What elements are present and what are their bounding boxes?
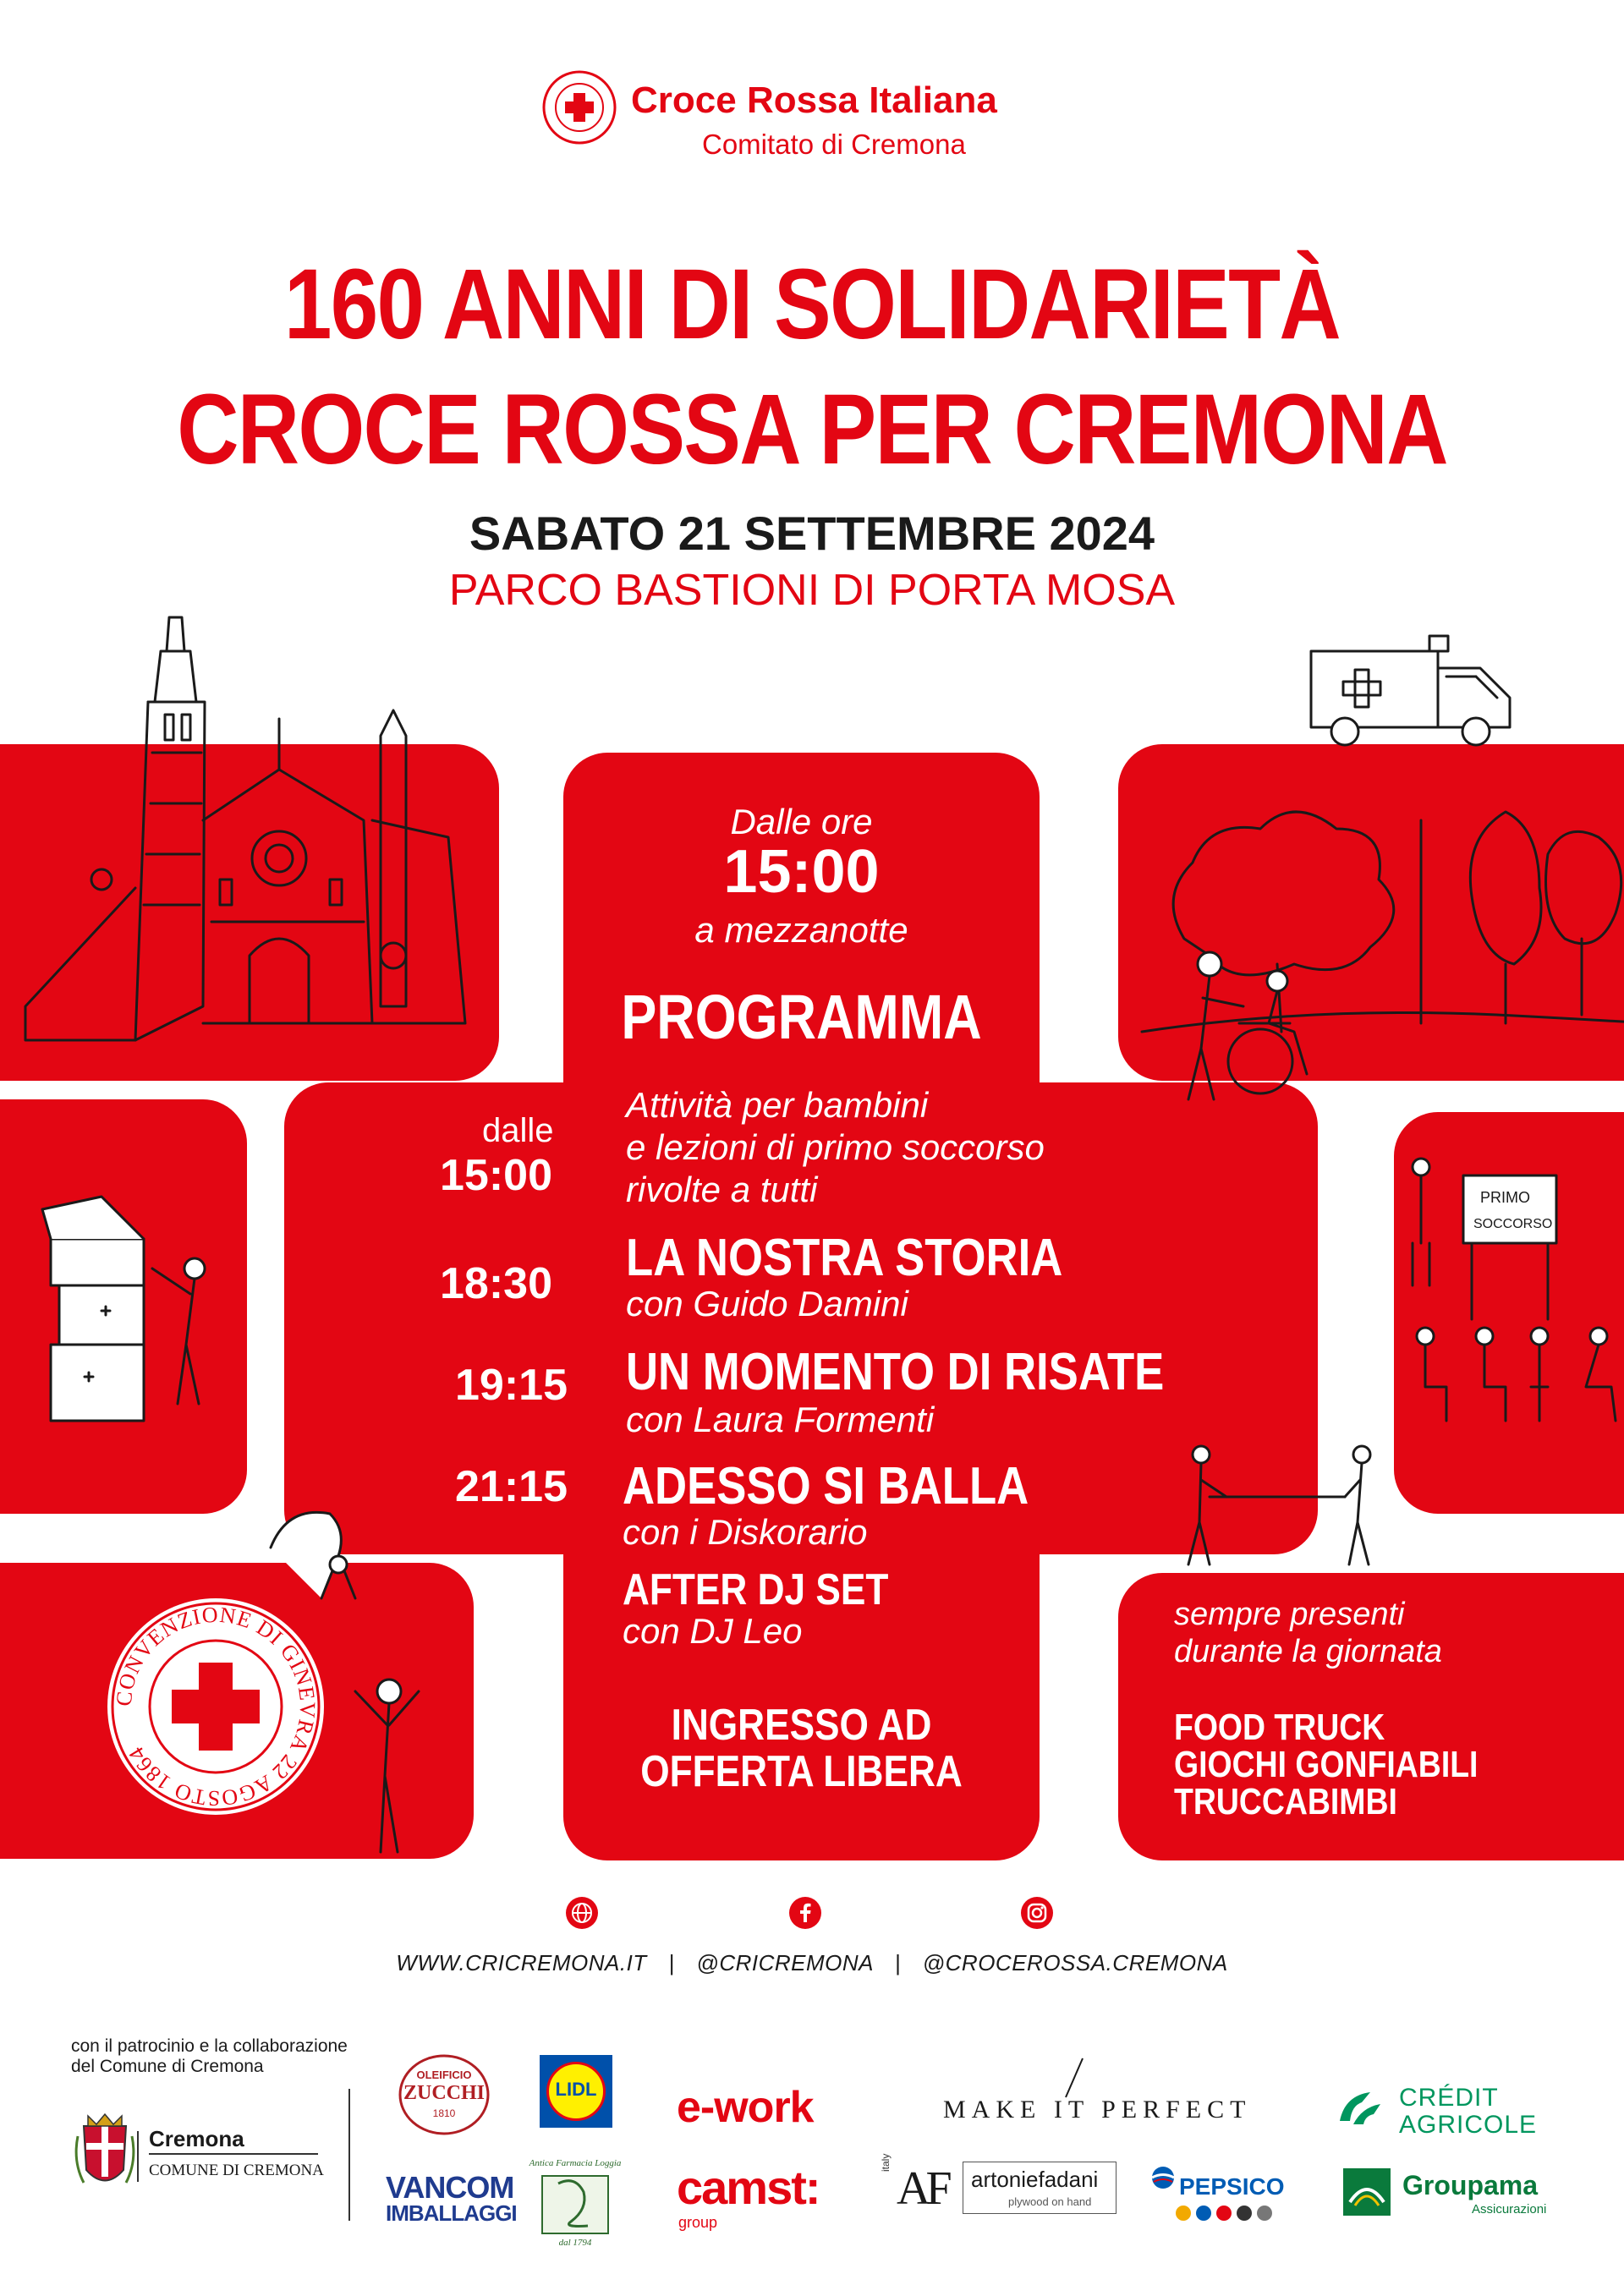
loggia-year: dal 1794 bbox=[558, 2238, 592, 2248]
program-item-4-title: AFTER DJ SET bbox=[623, 1565, 889, 1614]
park-sketch-icon bbox=[1142, 770, 1624, 1125]
groupama-icon bbox=[1343, 2168, 1391, 2216]
ework-logo: e-work bbox=[677, 2083, 814, 2132]
loggia-monogram-icon bbox=[541, 2175, 609, 2234]
event-place: PARCO BASTIONI DI PORTA MOSA bbox=[448, 566, 1176, 615]
feature-2: TRUCCABIMBI bbox=[1174, 1781, 1397, 1822]
main-title-line1: 160 ANNI DI SOLIDARIETÀ bbox=[284, 249, 1340, 360]
camst-logo: camst: bbox=[677, 2161, 820, 2214]
patronage-line1: con il patrocinio e la collaborazione bbox=[71, 2036, 348, 2056]
city-name-underline bbox=[149, 2153, 318, 2155]
instagram-link[interactable]: @CROCEROSSA.CREMONA bbox=[922, 1950, 1228, 1975]
boxes-sketch-icon bbox=[34, 1192, 237, 1429]
ambulance-sketch-icon bbox=[1303, 626, 1522, 753]
program-item-3-time: 21:15 bbox=[455, 1462, 568, 1511]
facebook-icon[interactable] bbox=[788, 1896, 822, 1930]
cri-emblem-icon bbox=[541, 69, 617, 145]
program-item-2-sub: con Laura Formenti bbox=[626, 1400, 935, 1439]
always-line1: sempre presenti bbox=[1174, 1597, 1405, 1632]
arto-mark: AF bbox=[897, 2162, 947, 2215]
city-name: Cremona bbox=[149, 2126, 244, 2151]
hours-from-label: Dalle ore bbox=[730, 802, 873, 841]
separator-1: | bbox=[668, 1950, 675, 1975]
entry-line1: INGRESSO AD bbox=[671, 1701, 932, 1750]
org-name: Croce Rossa Italiana bbox=[631, 79, 997, 121]
loggia-name: Antica Farmacia Loggia bbox=[529, 2158, 622, 2168]
pepsico-brands-row bbox=[1176, 2204, 1294, 2222]
arto-name: artoniefadani bbox=[971, 2167, 1099, 2192]
zucchi-logo bbox=[398, 2053, 491, 2136]
footer-divider bbox=[348, 2089, 350, 2221]
social-links bbox=[0, 1950, 1624, 1976]
cremona-coat-of-arms-icon bbox=[71, 2111, 139, 2195]
pepsico-logo: PEPSICO bbox=[1179, 2173, 1285, 2200]
program-item-1-time: 18:30 bbox=[440, 1259, 552, 1308]
always-line2: durante la giornata bbox=[1174, 1634, 1442, 1669]
emblem-ring-text: CONVENZIONE DI GINEVRA 22 AGOSTO 1864 bbox=[111, 1602, 321, 1811]
patronage-line2: del Comune di Cremona bbox=[71, 2057, 264, 2076]
instagram-icon[interactable] bbox=[1020, 1896, 1054, 1930]
program-item-0-line1: Attività per bambini bbox=[626, 1085, 929, 1125]
main-title-line2: CROCE ROSSA PER CREMONA bbox=[177, 374, 1447, 485]
zucchi-name: ZUCCHI bbox=[403, 2082, 485, 2104]
vancom-line1: VANCOM bbox=[386, 2170, 514, 2205]
sign-line2: SOCCORSO bbox=[1473, 1217, 1553, 1231]
lidl-logo bbox=[540, 2055, 612, 2128]
separator-2: | bbox=[894, 1950, 902, 1975]
committee-name: Comitato di Cremona bbox=[702, 129, 966, 160]
program-item-0-time: 15:00 bbox=[440, 1151, 552, 1200]
program-item-2-title: UN MOMENTO DI RISATE bbox=[626, 1343, 1165, 1401]
feature-1: GIOCHI GONFIABILI bbox=[1174, 1744, 1479, 1785]
city-sub: COMUNE DI CREMONA bbox=[149, 2162, 324, 2179]
credit-agricole-line1: CRÉDIT bbox=[1399, 2084, 1499, 2112]
cathedral-sketch-icon bbox=[8, 600, 482, 1057]
first-aid-lesson-sketch-icon bbox=[1404, 1150, 1624, 1455]
program-heading: PROGRAMMA bbox=[621, 982, 982, 1052]
feature-0: FOOD TRUCK bbox=[1174, 1707, 1385, 1748]
globe-icon[interactable] bbox=[565, 1896, 599, 1930]
credit-agricole-icon bbox=[1336, 2087, 1384, 2129]
cri-logo bbox=[541, 66, 1066, 167]
zucchi-year: 1810 bbox=[432, 2107, 456, 2119]
make-it-perfect-logo: MAKE IT PERFECT bbox=[943, 2096, 1252, 2123]
hours-time: 15:00 bbox=[723, 838, 880, 906]
event-date: SABATO 21 SETTEMBRE 2024 bbox=[469, 507, 1155, 560]
lidl-text: LIDL bbox=[555, 2079, 597, 2100]
vancom-line2: IMBALLAGGI bbox=[386, 2200, 517, 2226]
program-item-2-time: 19:15 bbox=[455, 1361, 568, 1410]
program-item-0-line2: e lezioni di primo soccorso bbox=[626, 1127, 1045, 1167]
program-item-4-sub: con DJ Leo bbox=[623, 1611, 803, 1651]
program-item-3-sub: con i Diskorario bbox=[623, 1512, 868, 1552]
program-item-3-title: ADESSO SI BALLA bbox=[623, 1457, 1029, 1515]
hours-to-label: a mezzanotte bbox=[694, 910, 908, 950]
comune-logo-divider bbox=[137, 2131, 139, 2182]
groupama-sub: Assicurazioni bbox=[1472, 2202, 1547, 2217]
stretcher-sketch-icon bbox=[1176, 1438, 1396, 1573]
program-item-0-prefix: dalle bbox=[482, 1112, 554, 1149]
camst-sub: group bbox=[678, 2214, 718, 2231]
entry-line2: OFFERTA LIBERA bbox=[640, 1747, 963, 1796]
website-link[interactable]: WWW.CRICREMONA.IT bbox=[396, 1950, 647, 1975]
pepsico-globe-icon bbox=[1150, 2165, 1176, 2190]
sign-line1: PRIMO bbox=[1480, 1189, 1531, 1206]
program-item-1-sub: con Guido Damini bbox=[626, 1284, 908, 1323]
arto-italy: italy bbox=[880, 2153, 892, 2172]
program-item-0-line3: rivolte a tutti bbox=[626, 1170, 818, 1209]
geneva-convention-emblem bbox=[106, 1597, 326, 1817]
pen-stroke-icon bbox=[1062, 2057, 1087, 2099]
credit-agricole-line2: AGRICOLE bbox=[1399, 2111, 1538, 2139]
arto-tag: plywood on hand bbox=[1008, 2195, 1092, 2208]
facebook-link[interactable]: @CRICREMONA bbox=[696, 1950, 874, 1975]
groupama-logo: Groupama bbox=[1402, 2170, 1539, 2200]
program-item-1-title: LA NOSTRA STORIA bbox=[626, 1229, 1063, 1287]
loggia-logo bbox=[524, 2158, 626, 2253]
zucchi-top: OLEIFICIO bbox=[416, 2069, 472, 2081]
